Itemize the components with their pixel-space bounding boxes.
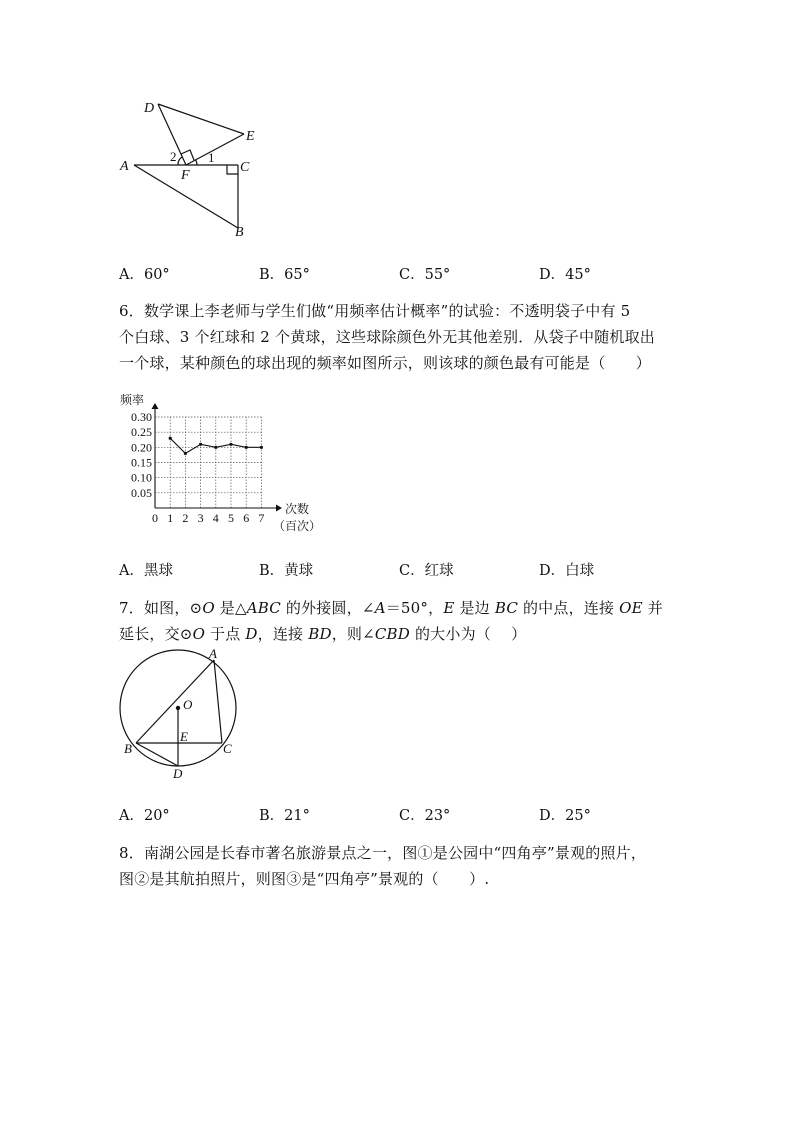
q6-line-1: 6．数学课上李老师与学生们做“用频率估计概率”的试验：不透明袋子中有 5: [119, 302, 631, 320]
x-tick-label: 1: [167, 511, 174, 525]
label-b: B: [235, 225, 244, 240]
segment-ac: [214, 660, 222, 743]
data-point: [245, 446, 248, 449]
y-axis-label: 频率: [120, 393, 145, 407]
y-tick-label: 0.05: [131, 485, 152, 500]
data-point: [260, 446, 263, 449]
angle-2-arc: [178, 157, 182, 165]
data-point: [199, 443, 202, 446]
x-tick-label: 6: [243, 511, 250, 525]
q7-option-a[interactable]: A．20°: [119, 808, 170, 824]
segment-fe: [186, 134, 244, 165]
q6-option-a[interactable]: A．黑球: [119, 563, 173, 579]
y-tick-label: 0.15: [131, 455, 152, 470]
label-angle-1: 1: [208, 150, 215, 165]
q7-option-c[interactable]: C．23°: [399, 808, 451, 824]
label-c: C: [240, 160, 250, 175]
label-c: C: [223, 741, 232, 756]
segment-de: [158, 104, 244, 134]
circle-figure-q7: [112, 645, 252, 785]
x-axis-label: 次数: [285, 502, 310, 516]
y-tick-label: 0.25: [131, 425, 152, 440]
x-tick-label: 3: [197, 511, 204, 525]
y-tick-label: 0.10: [131, 470, 152, 485]
data-point: [214, 446, 217, 449]
angle-1-arc: [196, 160, 197, 165]
x-tick-label: 5: [228, 511, 234, 525]
q7-option-b[interactable]: B．21°: [259, 808, 310, 824]
frequency-chart: [112, 388, 332, 538]
x-tick-label: 0: [152, 511, 158, 525]
label-a: A: [120, 159, 129, 174]
triangle-figure-q5: [112, 92, 272, 242]
y-tick-label: 0.30: [131, 410, 152, 424]
label-a: A: [209, 646, 217, 661]
label-f: F: [181, 168, 190, 183]
right-angle-mark-c: [227, 165, 238, 174]
label-e: E: [180, 729, 188, 744]
label-o: O: [183, 697, 193, 712]
x-axis-arrow: [276, 505, 282, 512]
label-angle-2: 2: [170, 149, 177, 164]
center-point-o: [176, 706, 180, 710]
q5-option-b[interactable]: B．65°: [259, 267, 310, 283]
data-point: [229, 443, 232, 446]
label-b: B: [124, 741, 132, 756]
q7-option-d[interactable]: D．25°: [539, 808, 591, 824]
x-tick-label: 4: [212, 511, 219, 525]
data-point: [184, 452, 187, 455]
q6-option-b[interactable]: B．黄球: [259, 563, 314, 579]
x-axis-unit-label: （百次）: [273, 519, 322, 533]
y-axis-arrow: [152, 403, 159, 409]
y-tick-label: 0.20: [131, 440, 152, 455]
q8-line-2: 图②是其航拍照片，则图③是“四角亭”景观的（ ）.: [119, 870, 490, 888]
label-e: E: [246, 129, 255, 144]
q8-line-1: 8．南湖公园是长春市著名旅游景点之一，图①是公园中“四角亭”景观的照片，: [119, 844, 647, 862]
label-d: D: [144, 101, 155, 116]
q6-option-c[interactable]: C．红球: [399, 563, 454, 579]
q7-line-1: 7．如图，⊙O 是△ABC 的外接圆，∠A＝50°，E 是边 BC 的中点，连接 OE 并: [119, 599, 663, 617]
label-d: D: [173, 766, 183, 781]
q6-line-3: 一个球，某种颜色的球出现的频率如图所示，则该球的颜色最有可能是（ ）: [119, 354, 652, 372]
q6-line-2: 个白球、3 个红球和 2 个黄球，这些球除颜色外无其他差别．从袋子中随机取出: [119, 328, 655, 346]
x-tick-label: 2: [182, 511, 189, 525]
q6-option-d[interactable]: D．白球: [539, 563, 595, 579]
q5-option-c[interactable]: C．55°: [399, 267, 451, 283]
data-point: [169, 437, 172, 440]
q5-option-d[interactable]: D．45°: [539, 267, 591, 283]
q7-line-2: 延长，交⊙O 于点 D，连接 BD，则∠CBD 的大小为（ ）: [119, 625, 527, 643]
segment-ab: [136, 660, 214, 743]
q5-option-a[interactable]: A．60°: [119, 267, 170, 283]
x-tick-label: 7: [258, 511, 265, 525]
